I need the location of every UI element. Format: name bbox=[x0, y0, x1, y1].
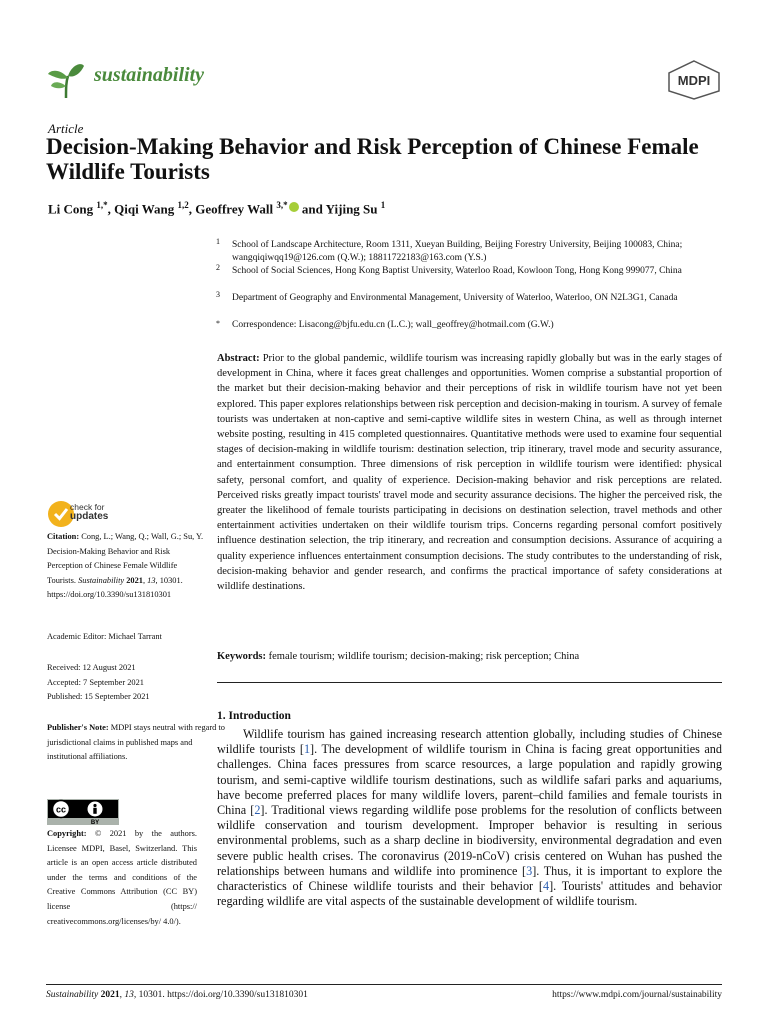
dates-block bbox=[47, 661, 207, 705]
affiliation-number: 1 bbox=[216, 237, 220, 246]
keywords bbox=[217, 650, 722, 664]
footer-journal-url[interactable]: https://www.mdpi.com/journal/sustainability bbox=[552, 990, 722, 1000]
author-separator: , bbox=[107, 201, 115, 217]
published-date: Published: 15 September 2021 bbox=[47, 692, 150, 702]
citation-doi-link[interactable]: https://doi.org/10.3390/su131810301 bbox=[47, 590, 172, 600]
correspondence: Correspondence: Lisacong@bjfu.edu.cn (L.C.); wall_geoffrey@hotmail.com (G.W.) bbox=[232, 320, 554, 330]
citation-pages: , 10301. bbox=[155, 575, 183, 585]
affiliation-1: School of Landscape Architecture, Room 1311, Xueyan Building, Beijing Forestry University, Beijing 100083, China; wangqiqiwqq19@126.com (Q.W.); 18811722183@163.com (Y.S.) bbox=[232, 240, 683, 263]
footer-volume: 13 bbox=[124, 990, 134, 1000]
reference-link[interactable]: 4 bbox=[542, 879, 550, 894]
affiliation-number: 3 bbox=[216, 290, 220, 299]
footer-journal: Sustainability bbox=[46, 990, 99, 1000]
journal-name[interactable]: sustainability bbox=[94, 64, 205, 86]
reference-link[interactable]: 2 bbox=[254, 803, 261, 818]
author-sup: 3,* bbox=[276, 200, 288, 210]
affiliation-number: 2 bbox=[216, 263, 220, 272]
footer-doi[interactable]: , 10301. https://doi.org/10.3390/su131810301 bbox=[133, 990, 308, 1000]
paragraph-text: Wildlife tourism has gained increasing research attention globally, including studies of Chinese wildlife tourists [ bbox=[217, 727, 722, 757]
author-name[interactable]: Li Cong bbox=[48, 201, 94, 217]
copyright-text: © 2021 by the authors. Licensee MDPI, Basel, Switzerland. This article is an open access article distributed under the terms and conditions of the Creative Commons Attribution (CC BY) license (https:// creativecommons.org/licenses/by/ 4.0/). bbox=[47, 829, 198, 926]
author-name[interactable]: Geoffrey Wall bbox=[195, 201, 274, 217]
copyright-block bbox=[47, 827, 197, 929]
orcid-icon[interactable] bbox=[289, 202, 299, 212]
article-type: Article bbox=[48, 121, 84, 136]
author-and: and bbox=[298, 201, 326, 217]
publisher-note-text: MDPI stays neutral with regard to jurisdictional claims in published maps and institutional affiliations. bbox=[47, 723, 225, 762]
author-sup: 1,* bbox=[96, 200, 108, 210]
leaf-logo-icon bbox=[46, 60, 86, 100]
abstract bbox=[217, 351, 722, 594]
academic-editor: Academic Editor: Michael Tarrant bbox=[47, 632, 162, 641]
paragraph-text: ]. The development of wildlife tourism in China is facing great opportunities and challenges. China faces pressures from scarce resources, a large population and rapidly growing tourism, and semi-captive wildlife tourism destinations, such as wildlife safari parks and aquariums, have become preferred places for many wildlife lovers, parent–child families and female tourists in China [ bbox=[217, 742, 722, 818]
reference-link[interactable]: 3 bbox=[526, 863, 533, 878]
introduction-paragraph bbox=[217, 727, 722, 909]
affiliation-2: School of Social Sciences, Hong Kong Baptist University, Waterloo Road, Kowloon Tong, Hong Kong 999077, China bbox=[232, 266, 682, 276]
citation-year: 2021 bbox=[126, 575, 143, 585]
author-separator: , bbox=[188, 201, 196, 217]
keywords-text: female tourism; wildlife tourism; decision-making; risk perception; China bbox=[268, 651, 580, 662]
received-date: Received: 12 August 2021 bbox=[47, 663, 136, 672]
author-name[interactable]: Qiqi Wang bbox=[114, 201, 175, 217]
publisher-note bbox=[47, 721, 227, 765]
abstract-label: Abstract: bbox=[217, 353, 260, 364]
affiliation-number: * bbox=[216, 319, 220, 328]
divider bbox=[217, 682, 722, 683]
by-label: BY bbox=[90, 820, 100, 825]
abstract-text: Prior to the global pandemic, wildlife tourism was increasing rapidly globally but was in the early stages of development in China, where it faces great challenges and opportunities. Women comprise a substantial proportion of the market but their decision-making behavior and their perceptions of risk in wildlife tourism have not yet been explored. This paper explores relationships between risk perception and decision-making in tourism. A survey of female tourists was undertaken at non-captive and semi-captive wildlife sites in western China, as well as through internet website posting, resulting in 415 completed questionnaires. Quantitative methods were used to examine four sequential stages of decision-making in wildlife tourism: destination selection, trip itinerary, travel mode and security assurance, and entertainment consumption. Three dimensions of risk perception in wildlife tourism were identified: physical safety, personal comfort, and quality of experience. Decision-making behavior and risk perceptions are related. Perceived risks greatly impact tourists' travel mode and security assurance decisions. The higher the perceived risk, the greater the likelihood of female tourists participating in decisions on destination selection, travel methods and other entertainment activities undertaken on their wildlife tourism trips. Concerns regarding personal comfort positively influence destination selection, the trip itinerary, and recreation and consumption decisions. Assurance of acquiring a quality experience influences entertainment consumption decisions. The study contributes to the understanding of risk, decision-making behavior and gender research, and confirms the practical importance of safety considerations at wildlife destinations. bbox=[217, 353, 722, 593]
copyright-label: Copyright: bbox=[47, 829, 87, 838]
footer-citation: Sustainability 2021, 13, 10301. https://doi.org/10.3390/su131810301 bbox=[46, 990, 308, 1000]
author-sup: 1,2 bbox=[177, 200, 189, 210]
reference-link[interactable]: 1 bbox=[303, 742, 311, 757]
citation-volume: 13 bbox=[147, 575, 156, 585]
author-list bbox=[48, 200, 385, 217]
affiliation-3: Department of Geography and Environmental Management, University of Waterloo, Waterloo, ON N2L3G1, Canada bbox=[232, 293, 678, 303]
citation-text: Cong, L.; Wang, Q.; Wall, G.; Su, Y. Decision-Making Behavior and Risk Perception of Chinese Female Wildlife Tourists. bbox=[47, 532, 204, 585]
cc-label: cc bbox=[55, 804, 67, 815]
cc-by-license-icon[interactable] bbox=[47, 799, 119, 825]
footer-year: 2021 bbox=[100, 990, 120, 1000]
check-for-label: check for bbox=[70, 502, 105, 512]
citation-label: Citation: bbox=[47, 532, 80, 541]
author-name[interactable]: Yijing Su bbox=[325, 201, 378, 217]
publisher-name: MDPI bbox=[677, 73, 711, 88]
article-title: Decision-Making Behavior and Risk Perception of Chinese Female Wildlife Tourists bbox=[46, 134, 699, 184]
citation-journal: Sustainability bbox=[78, 575, 125, 585]
paragraph-text: ]. Thus, it is important to explore the characteristics of Chinese wildlife tourists and their behavior [ bbox=[217, 863, 722, 894]
publisher-note-label: Publisher's Note: bbox=[47, 723, 109, 732]
accepted-date: Accepted: 7 September 2021 bbox=[47, 677, 144, 687]
footer-divider bbox=[46, 984, 722, 985]
mdpi-logo-icon[interactable] bbox=[666, 60, 722, 100]
check-updates-text bbox=[70, 502, 108, 522]
paragraph-text: ]. Traditional views regarding wildlife pose problems for the resolution of conflicts between wildlife conservation and tourism development. Improper behavior is resulting in serious environmental problems, such as a sharp decline in biodiversity, environmental degradation and even severe public health crises. The coronavirus (2019-nCoV) crisis centered on Wuhan has pushed the relationships between humans and wildlife into prominence [ bbox=[217, 803, 722, 878]
keywords-label: Keywords: bbox=[217, 651, 266, 662]
paragraph-text: ]. Tourists' attitudes and behavior regarding wildlife are vital aspects of the sustainable development of wildlife tourism. bbox=[217, 879, 722, 909]
section-heading: 1. Introduction bbox=[217, 710, 291, 722]
check-updates-badge[interactable] bbox=[47, 500, 197, 528]
author-sup: 1 bbox=[380, 200, 386, 210]
citation-block: Citation: Cong, L.; Wang, Q.; Wall, G.; Su, Y. Decision-Making Behavior and Risk Perception of Chinese Female Wildlife Tourists. Sustainability 2021, 13, 10301. https://doi.org/10.3390/su131810301 bbox=[47, 532, 204, 600]
updates-label: updates bbox=[70, 511, 109, 522]
